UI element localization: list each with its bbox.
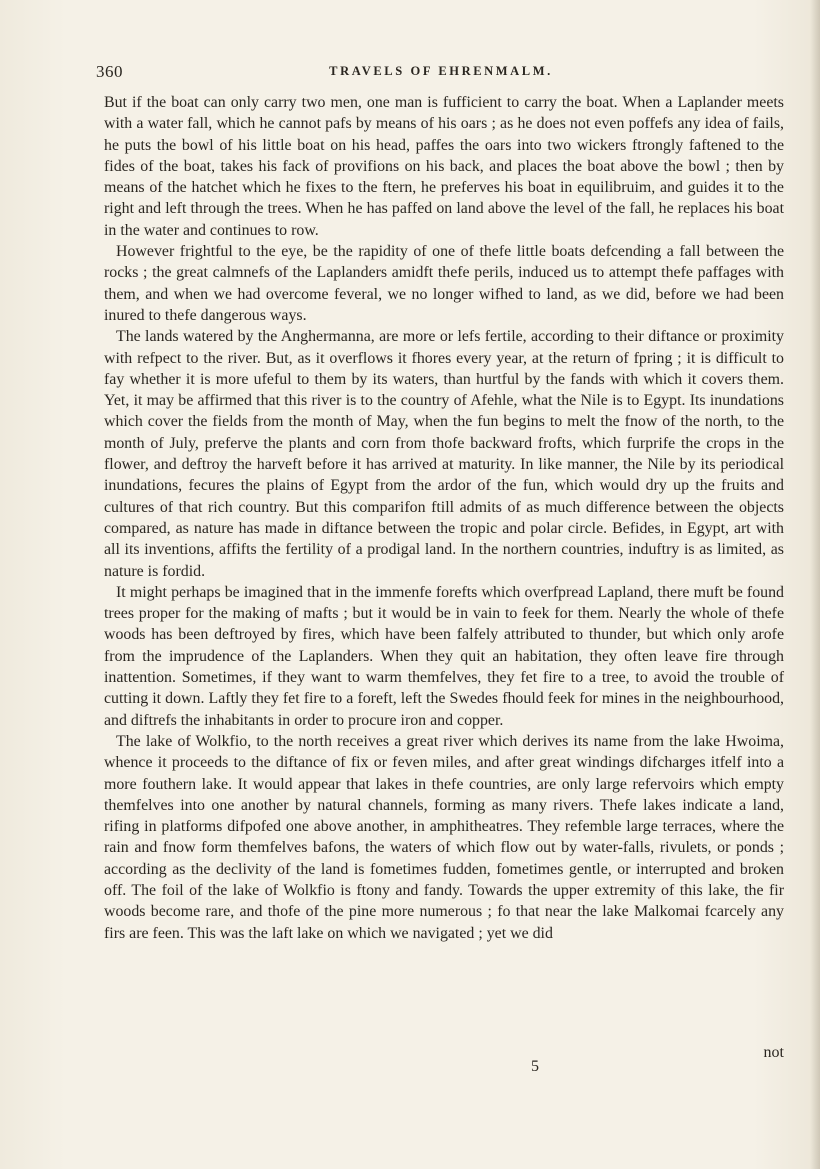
running-head bbox=[96, 62, 786, 82]
page-footer bbox=[104, 1044, 784, 1078]
paragraph-lake-wolkfio: The lake of Wolkfio, to the north receives a great river which derives its name from the lake Hwoima, whence it proceeds to the diftance of fix or feven miles, and after great windings difcharges itfelf into a more fouthern lake. It would appear that lakes in thefe countries, are only large refervoirs which empty themfelves into one another by natural channels, forming as many rivers. Thefe lakes indicate a land, rifing in platforms difpofed one above another, in amphitheatres. They refemble large terraces, where the rain and fnow form themfelves bafons, the waters of which flow out by water-falls, rivulets, or ponds ; according as the declivity of the land is fometimes fudden, fometimes gentle, or interrupted and broken off. The foil of the lake of Wolkfio is ftony and fandy. Towards the upper extremity of this lake, the fir woods become rare, and thofe of the pine more numerous ; fo that near the lake Malkomai fcarcely any firs are feen. This was the laft lake on which we navigated ; yet we did bbox=[104, 732, 784, 942]
body-text bbox=[104, 92, 784, 944]
catchword: not bbox=[763, 1044, 784, 1061]
running-title: TRAVELS OF EHRENMALM. bbox=[329, 64, 553, 78]
signature-mark: 5 bbox=[531, 1058, 539, 1075]
paragraph-anghermanna: The lands watered by the Anghermanna, are more or lefs fertile, according to their diftance or proximity with refpect to the river. But, as it overflows it fhores every year, at the return of fpring ; it is difficult to fay whether it is more ufeful to them by its waters, than hurtful by the fands with which it covers them. Yet, it may be affirmed that this river is to the country of Afehle, what the Nile is to Egypt. Its inundations which cover the fields from the month of May, when the fun begins to melt the fnow of the north, to the month of July, preferve the plants and corn from thofe backward frofts, which furprife the crops in the flower, and deftroy the harveft before it has arrived at maturity. In like manner, the Nile by its periodical inundations, fecures the plains of Egypt from the ardor of the fun, which would dry up the fruits and cultures of that rich country. But this comparifon ftill admits of as much difference between the objects compared, as nature has made in diftance between the tropic and polar circle. Befides, in Egypt, art with all its inventions, affifts the fertility of a prodigal land. In the northern countries, induftry is as limited, as nature is fordid. bbox=[104, 328, 784, 580]
paragraph-boat-carry: But if the boat can only carry two men, one man is fufficient to carry the boat. When a Laplander meets with a water fall, which he cannot pafs by means of his oars ; as he does not even poffefs any idea of fails, he puts the bowl of his little boat on his head, paffes the oars into two wickers ftrongly faftened to the fides of the boat, takes his fack of provifions on his back, and places the boat above the bowl ; then by means of the hatchet which he fixes to the ftern, he preferves his boat in equilibruim, and guides it to the right and left through the trees. When he has paffed on land above the level of the fall, he replaces his boat in the water and continues to row. bbox=[104, 94, 784, 239]
page-edge-shadow bbox=[810, 0, 820, 1169]
paragraph-rapids: However frightful to the eye, be the rapidity of one of thefe little boats defcending a fall between the rocks ; the great calmnefs of the Laplanders amidft thefe perils, induced us to attempt thefe paffages with them, and when we had overcome feveral, we no longer wifhed to land, as we did, before we had been inured to thefe dangerous ways. bbox=[104, 243, 784, 324]
paragraph-forests: It might perhaps be imagined that in the immenfe forefts which overfpread Lapland, there muft be found trees proper for the making of mafts ; but it would be in vain to feek for them. Nearly the whole of thefe woods has been deftroyed by fires, which have been falfely attributed to thunder, but which only arofe from the imprudence of the Laplanders. When they quit an habitation, they often leave fire through inattention. Sometimes, if they want to warm themfelves, they fet fire to a tree, to avoid the trouble of cutting it down. Laftly they fet fire to a foreft, left the Swedes fhould feek for mines in the neighbourhood, and diftrefs the inhabitants in order to procure iron and copper. bbox=[104, 583, 784, 729]
page-number: 360 bbox=[96, 62, 123, 81]
